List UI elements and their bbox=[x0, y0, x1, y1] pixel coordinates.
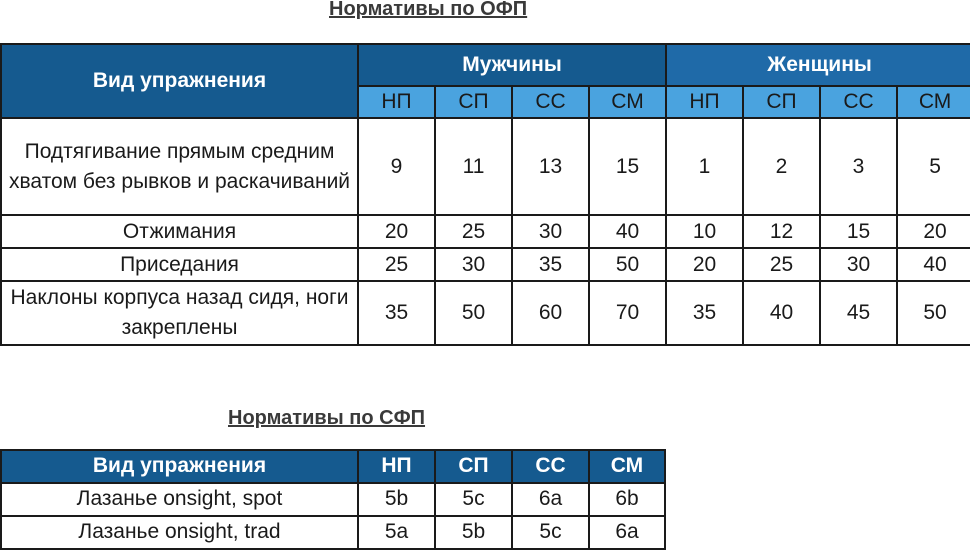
ofp-men-level: СМ bbox=[589, 86, 666, 118]
grade-value: 5b bbox=[435, 516, 512, 549]
grade-value: 6b bbox=[589, 483, 665, 516]
men-value: 35 bbox=[512, 248, 589, 281]
ofp-men-level: СС bbox=[512, 86, 589, 118]
women-value: 15 bbox=[820, 215, 897, 248]
exercise-name: Отжимания bbox=[1, 215, 358, 248]
sfp-header-level: СП bbox=[435, 450, 512, 483]
women-value: 25 bbox=[743, 248, 820, 281]
women-value: 40 bbox=[897, 248, 970, 281]
men-value: 15 bbox=[589, 118, 666, 215]
ofp-header-exercise: Вид упражнения bbox=[1, 44, 358, 118]
men-value: 50 bbox=[435, 281, 512, 345]
sfp-table bbox=[0, 449, 666, 550]
ofp-women-level: СС bbox=[820, 86, 897, 118]
women-value: 5 bbox=[897, 118, 970, 215]
men-value: 25 bbox=[358, 248, 435, 281]
ofp-women-level: СМ bbox=[897, 86, 970, 118]
exercise-name: Приседания bbox=[1, 248, 358, 281]
men-value: 30 bbox=[435, 248, 512, 281]
exercise-name: Подтягивание прямым средним хватом без рывков и раскачиваний bbox=[1, 118, 358, 215]
grade-value: 6a bbox=[589, 516, 665, 549]
sfp-header-level: НП bbox=[358, 450, 435, 483]
table-row bbox=[1, 118, 970, 215]
ofp-women-level: СП bbox=[743, 86, 820, 118]
women-value: 2 bbox=[743, 118, 820, 215]
men-value: 60 bbox=[512, 281, 589, 345]
grade-value: 5a bbox=[358, 516, 435, 549]
ofp-men-level: НП bbox=[358, 86, 435, 118]
grade-value: 5c bbox=[435, 483, 512, 516]
sfp-header-level: СМ bbox=[589, 450, 665, 483]
men-value: 35 bbox=[358, 281, 435, 345]
women-value: 20 bbox=[666, 248, 743, 281]
men-value: 70 bbox=[589, 281, 666, 345]
exercise-name: Лазанье onsight, spot bbox=[1, 483, 358, 516]
women-value: 3 bbox=[820, 118, 897, 215]
sfp-title: Нормативы по СФП bbox=[228, 407, 426, 429]
men-value: 11 bbox=[435, 118, 512, 215]
women-value: 20 bbox=[897, 215, 970, 248]
grade-value: 6a bbox=[512, 483, 589, 516]
table-row bbox=[1, 215, 970, 248]
ofp-header-row bbox=[1, 44, 970, 86]
ofp-header-women: Женщины bbox=[666, 44, 970, 86]
women-value: 30 bbox=[820, 248, 897, 281]
women-value: 45 bbox=[820, 281, 897, 345]
table-row bbox=[1, 248, 970, 281]
ofp-men-level: СП bbox=[435, 86, 512, 118]
men-value: 50 bbox=[589, 248, 666, 281]
men-value: 13 bbox=[512, 118, 589, 215]
women-value: 50 bbox=[897, 281, 970, 345]
men-value: 40 bbox=[589, 215, 666, 248]
sfp-header-level: СС bbox=[512, 450, 589, 483]
women-value: 35 bbox=[666, 281, 743, 345]
men-value: 20 bbox=[358, 215, 435, 248]
table-row bbox=[1, 281, 970, 345]
grade-value: 5c bbox=[512, 516, 589, 549]
exercise-name: Лазанье onsight, trad bbox=[1, 516, 358, 549]
women-value: 1 bbox=[666, 118, 743, 215]
ofp-header-men: Мужчины bbox=[358, 44, 666, 86]
men-value: 25 bbox=[435, 215, 512, 248]
men-value: 30 bbox=[512, 215, 589, 248]
ofp-women-level: НП bbox=[666, 86, 743, 118]
ofp-table bbox=[0, 43, 970, 346]
grade-value: 5b bbox=[358, 483, 435, 516]
sfp-header-exercise: Вид упражнения bbox=[1, 450, 358, 483]
table-row bbox=[1, 516, 665, 549]
table-row bbox=[1, 483, 665, 516]
ofp-title: Нормативы по ОФП bbox=[329, 0, 528, 20]
women-value: 10 bbox=[666, 215, 743, 248]
men-value: 9 bbox=[358, 118, 435, 215]
sfp-header-row bbox=[1, 450, 665, 483]
women-value: 12 bbox=[743, 215, 820, 248]
exercise-name: Наклоны корпуса назад сидя, ноги закреплены bbox=[1, 281, 358, 345]
women-value: 40 bbox=[743, 281, 820, 345]
